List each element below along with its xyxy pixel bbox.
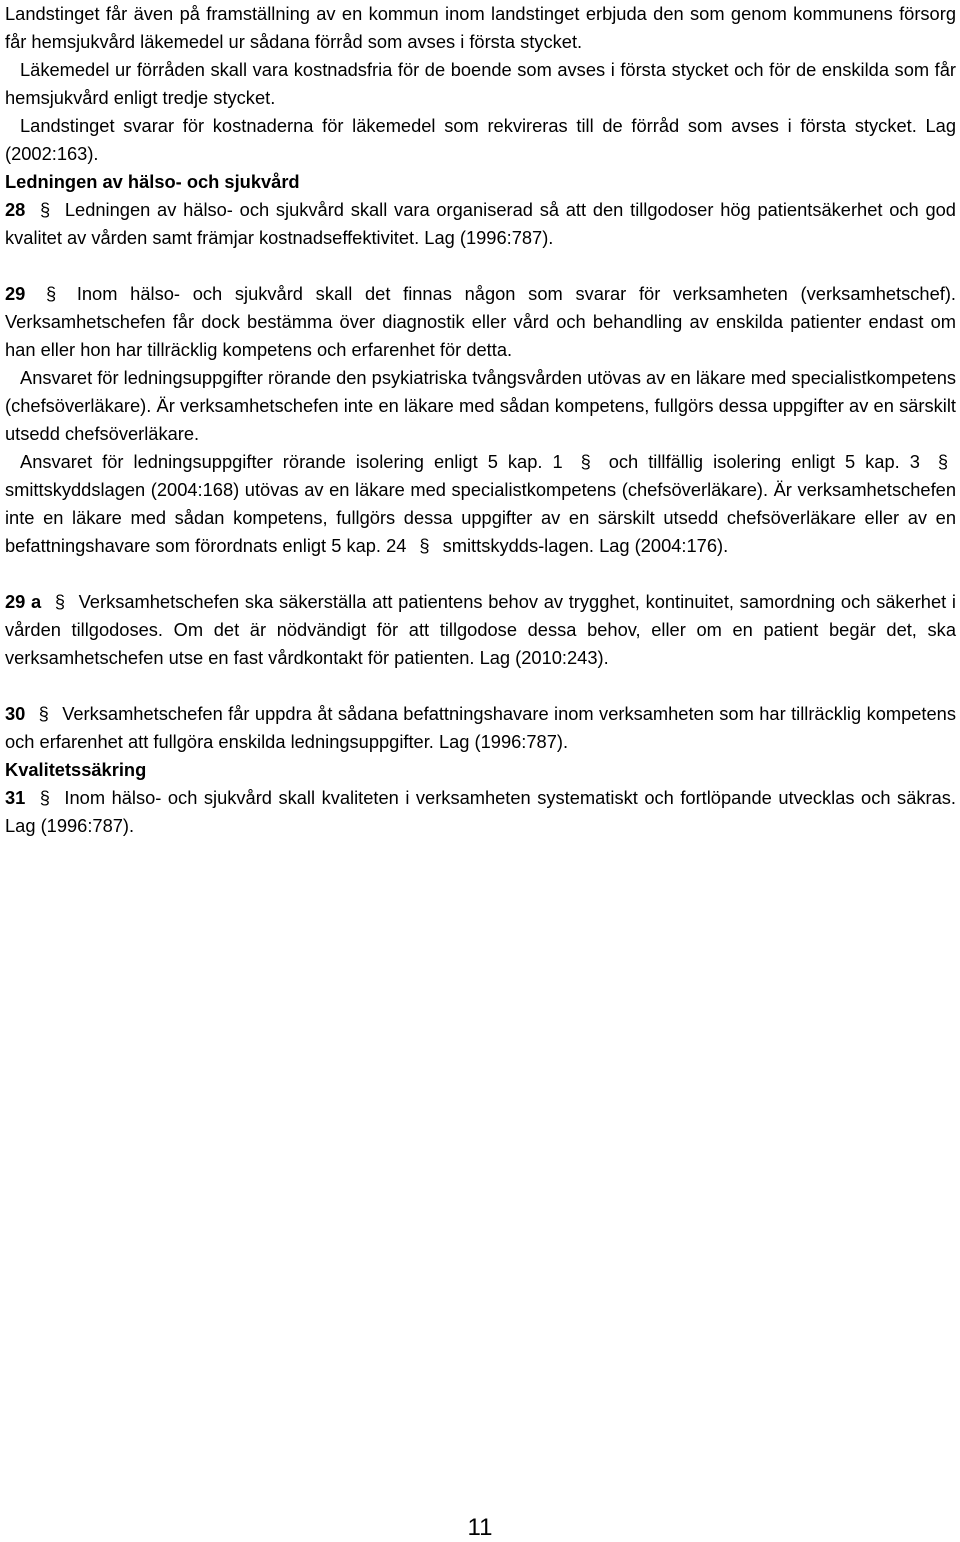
paragraph-28-text: Ledningen av hälso- och sjukvård skall vara organiserad så att den tillgodoser hög patientsäkerhet och god kvalitet av vården samt främjar kostnadseffektivitet. Lag (1996:787). (5, 199, 956, 248)
section-heading-kvalitetssakring: Kvalitetssäkring (5, 759, 147, 780)
section-sign: § (580, 451, 591, 472)
paragraph-29-part-2: Ansvaret för ledningsuppgifter rörande den psykiatriska tvångsvården utövas av en läkare med specialistkompetens (chefsöverläkare). Är verksamhetschefen inte en läkare med sådan kompetens, fullgörs dessa uppgifter av en särskilt utsedd chefsöverläkare. (5, 367, 956, 444)
paragraph-29 (5, 280, 956, 364)
section-number-29: 29 (5, 283, 26, 304)
section-sign: § (45, 283, 57, 304)
paragraph-31-text: Inom hälso- och sjukvård skall kvaliteten i verksamheten systematiskt och fortlöpande utvecklas och säkras. Lag (1996:787). (5, 787, 956, 836)
section-sign: § (419, 535, 430, 556)
section-sign: § (937, 451, 949, 472)
section-sign: § (54, 591, 65, 612)
paragraph-29-part-3-b: och tillfällig isolering enligt 5 kap. 3 (608, 451, 920, 472)
section-number-28: 28 (5, 199, 26, 220)
section-number-31: 31 (5, 787, 26, 808)
section-number-30: 30 (5, 703, 26, 724)
paragraph-30-text: Verksamhetschefen får uppdra åt sådana befattningshavare inom verksamheten som har tillräcklig kompetens och erfarenhet att fullgöra enskilda ledningsuppgifter. Lag (1996:787). (5, 703, 956, 752)
section-heading-ledningen: Ledningen av hälso- och sjukvård (5, 171, 300, 192)
paragraph-29-text: Inom hälso- och sjukvård skall det finnas någon som svarar för verksamheten (verksamhetschef). Verksamhetschefen får dock bestämma över diagnostik eller vård och behandling av enskilda patienter endast om han eller hon har tillräcklig kompetens och erfarenhet för detta. (5, 283, 956, 360)
intro-paragraph-2: Läkemedel ur förråden skall vara kostnadsfria för de boende som avses i första stycket och för de enskilda som får hemsjukvård enligt tredje stycket. (5, 59, 956, 108)
paragraph-29-part-3 (5, 448, 956, 560)
paragraph-29-part-3-d: smittskydds-lagen. Lag (2004:176). (442, 535, 729, 556)
section-sign: § (40, 199, 51, 220)
paragraph-29a-text: Verksamhetschefen ska säkerställa att patientens behov av trygghet, kontinuitet, samordning och säkerhet i vården tillgodoses. Om det är nödvändigt för att tillgodose dessa behov, eller om en patient begär det, ska verksamhetschefen utse en fast vårdkontakt för patienten. Lag (2010:243). (5, 591, 956, 668)
paragraph-30 (5, 700, 956, 756)
page-number: 11 (467, 1514, 493, 1541)
paragraph-29a (5, 588, 956, 672)
intro-paragraph-1: Landstinget får även på framställning av en kommun inom landstinget erbjuda den som genom kommunens försorg får hemsjukvård läkemedel ur sådana förråd som avses i första stycket. (5, 3, 956, 52)
paragraph-28 (5, 196, 956, 252)
paragraph-29-part-3-a: Ansvaret för ledningsuppgifter rörande isolering enligt 5 kap. 1 (20, 451, 563, 472)
intro-paragraph-3: Landstinget svarar för kostnaderna för läkemedel som rekvireras till de förråd som avses i första stycket. Lag (2002:163). (5, 115, 956, 164)
paragraph-31 (5, 784, 956, 840)
paragraph-29-part-3-c: smittskyddslagen (2004:168) utövas av en läkare med specialistkompetens (chefsöverläkare). Är verksamhetschefen inte en läkare med sådan kompetens, fullgörs dessa uppgifter av en särskilt utsedd chefsöverläkare eller av en befattningshavare som förordnats enligt 5 kap. 24 (5, 479, 956, 556)
section-sign: § (39, 787, 50, 808)
section-sign: § (38, 703, 49, 724)
section-number-29a: 29 a (5, 591, 42, 612)
document-page (5, 0, 956, 840)
